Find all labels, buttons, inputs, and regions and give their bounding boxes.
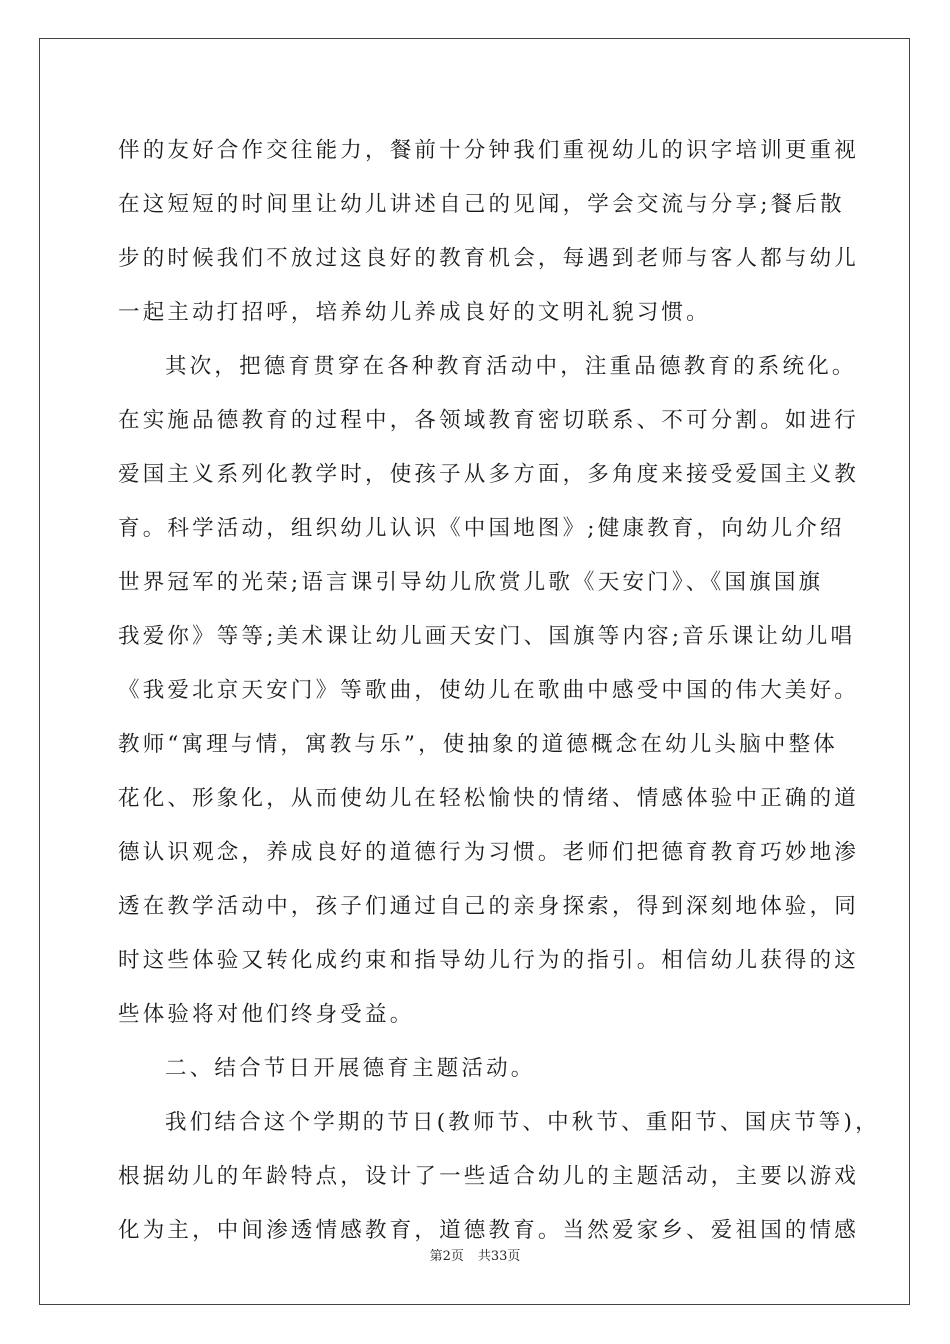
text-line: 世界冠军的光荣;语言课引导幼儿欣赏儿歌《天安门》、《国旗国旗: [118, 570, 824, 595]
text-line: 在这短短的时间里让幼儿讲述自己的见闻，学会交流与分享;餐后散: [118, 192, 845, 217]
paragraph: [118, 340, 860, 1042]
text-line: 育。科学活动，组织幼儿认识《中国地图》;健康教育，向幼儿介绍: [118, 516, 845, 541]
text-line: 《我爱北京天安门》等歌曲，使幼儿在歌曲中感受中国的伟大美好。: [118, 678, 860, 703]
text-line: 伴的友好合作交往能力，餐前十分钟我们重视幼儿的识字培训更重视: [118, 138, 860, 163]
text-line: 爱国主义系列化教学时，使孩子从多方面，多角度来接受爱国主义教: [118, 462, 860, 487]
text-line: 其次，把德育贯穿在各种教育活动中，注重品德教育的系统化。: [165, 354, 857, 379]
page-total: 共33页: [477, 1249, 521, 1264]
text-line: 德认识观念，养成良好的道德行为习惯。老师们把德育教育巧妙地渗: [118, 840, 860, 865]
document-body: [118, 124, 880, 1258]
text-line: 化为主，中间渗透情感教育，道德教育。当然爱家乡、爱祖国的情感: [118, 1218, 860, 1243]
page-footer: [0, 1245, 950, 1264]
page-number: 第2页: [429, 1249, 464, 1264]
text-line: 我们结合这个学期的节日(教师节、中秋节、重阳节、国庆节等)，: [165, 1110, 880, 1135]
text-line: 一起主动打招呼，培养幼儿养成良好的文明礼貌习惯。: [118, 300, 711, 325]
paragraph: [118, 124, 860, 340]
text-line: 花化、形象化，从而使幼儿在轻松愉快的情绪、情感体验中正确的道: [118, 786, 860, 811]
text-line: 透在教学活动中，孩子们通过自己的亲身探索，得到深刻地体验，同: [118, 894, 860, 919]
text-line: 根据幼儿的年龄特点，设计了一些适合幼儿的主题活动，主要以游戏: [118, 1164, 860, 1189]
text-line: 时这些体验又转化成约束和指导幼儿行为的指引。相信幼儿获得的这: [118, 948, 860, 973]
text-line: 教师“寓理与情，寓教与乐”，使抽象的道德概念在幼儿头脑中整体: [118, 732, 838, 757]
paragraph: [118, 1042, 838, 1096]
text-line: 些体验将对他们终身受益。: [118, 1002, 415, 1027]
text-line: 我爱你》等等;美术课让幼儿画天安门、国旗等内容;音乐课让幼儿唱: [118, 624, 856, 649]
text-line: 步的时候我们不放过这良好的教育机会，每遇到老师与客人都与幼儿: [118, 246, 860, 271]
text-line: 二、结合节日开展德育主题活动。: [165, 1056, 536, 1081]
text-line: 在实施品德教育的过程中，各领域教育密切联系、不可分割。如进行: [118, 408, 860, 433]
paragraph: [118, 1096, 880, 1258]
